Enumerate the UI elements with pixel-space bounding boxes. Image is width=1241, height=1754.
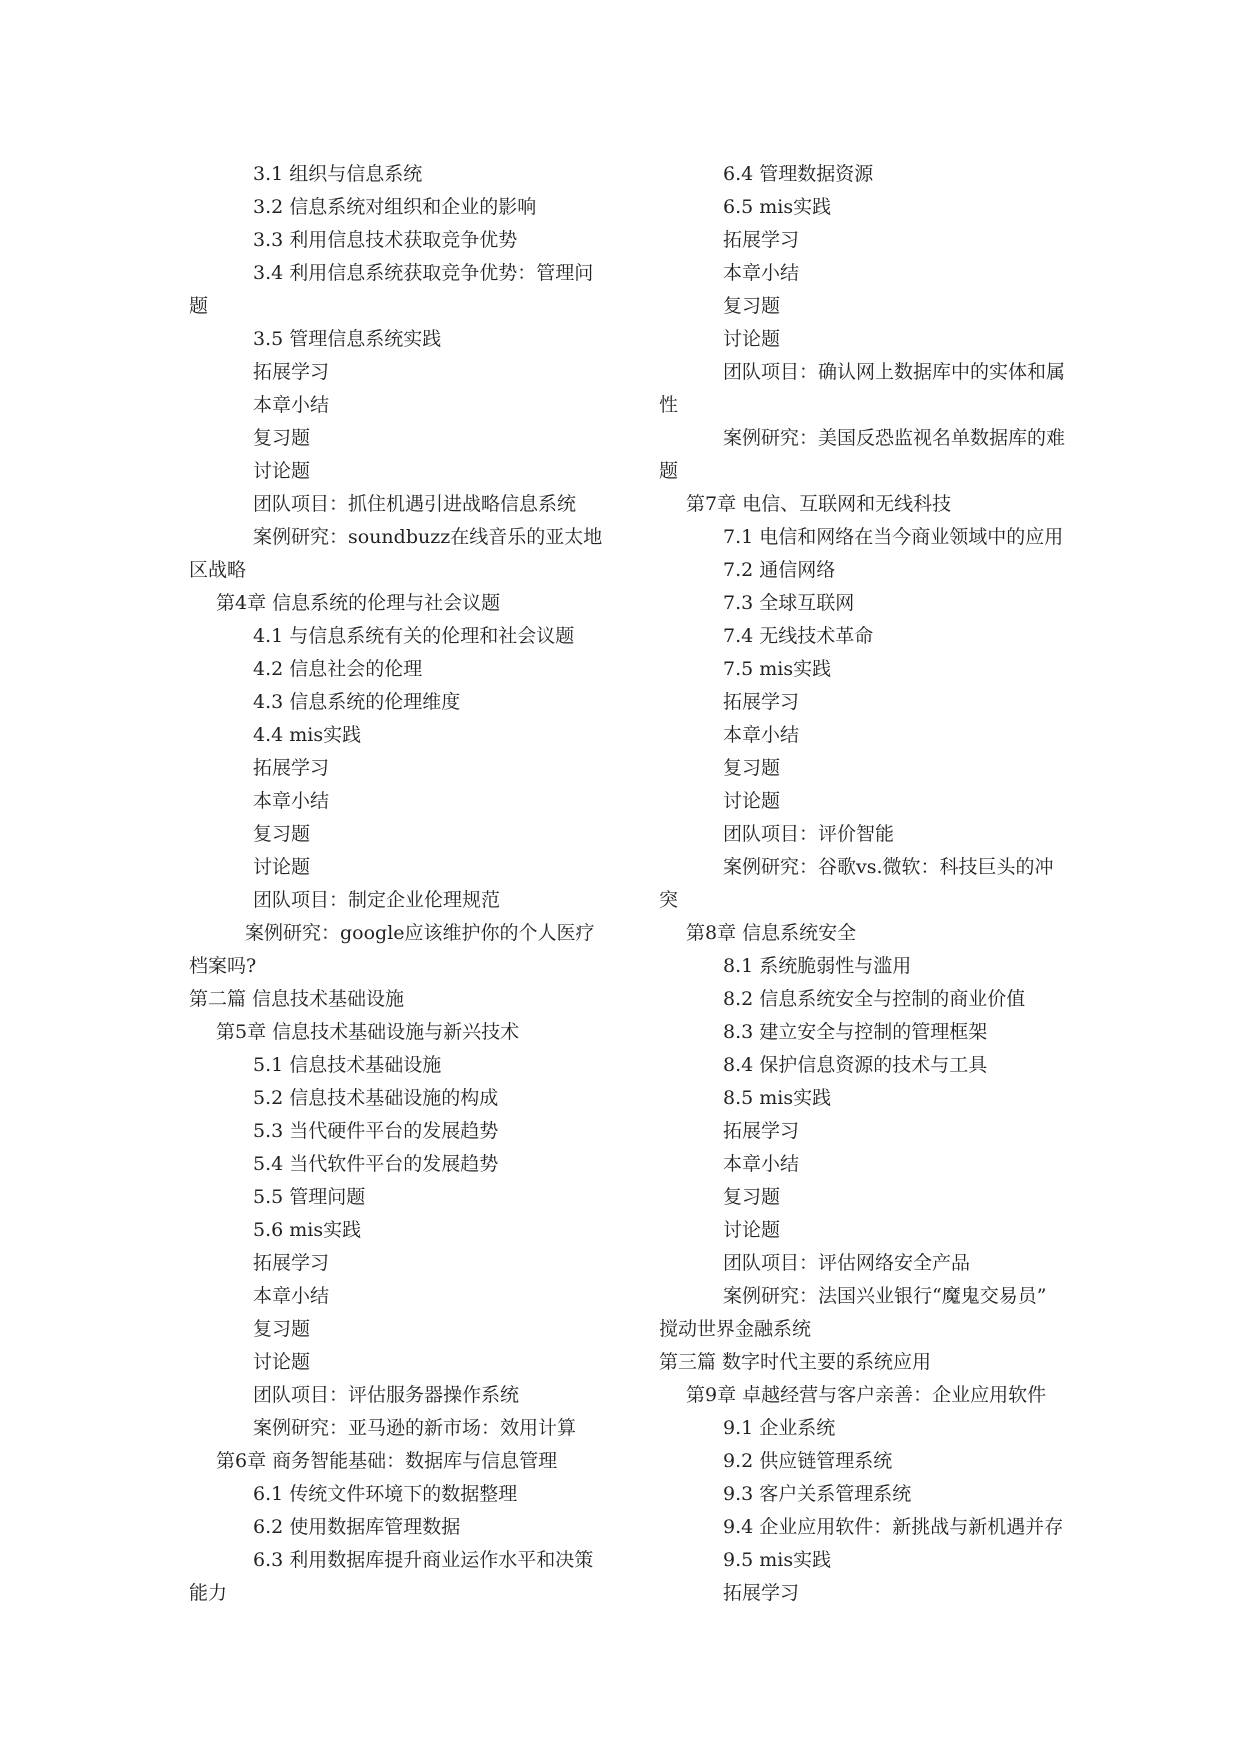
toc-entry: 讨论题 (253, 856, 311, 878)
toc-entry: 团队项目：制定企业伦理规范 (253, 889, 501, 911)
toc-entry: 4.4 mis实践 (253, 724, 362, 746)
toc-entry: 3.3 利用信息技术获取竞争优势 (253, 229, 518, 251)
toc-entry: 5.2 信息技术基础设施的构成 (253, 1087, 499, 1109)
toc-chapter-heading: 第4章 信息系统的伦理与社会议题 (216, 592, 501, 614)
toc-entry: 案例研究：谷歌vs.微软：科技巨头的冲 (723, 856, 1054, 878)
toc-entry: 讨论题 (253, 1351, 311, 1373)
toc-part-heading: 第三篇 数字时代主要的系统应用 (659, 1351, 932, 1373)
toc-entry: 5.5 管理问题 (253, 1186, 366, 1208)
toc-entry: 3.1 组织与信息系统 (253, 163, 423, 185)
toc-entry: 拓展学习 (723, 1120, 800, 1142)
toc-entry-continuation: 区战略 (189, 559, 247, 581)
toc-entry: 案例研究：美国反恐监视名单数据库的难 (723, 427, 1066, 449)
toc-entry: 团队项目：抓住机遇引进战略信息系统 (253, 493, 577, 515)
toc-entry: 复习题 (253, 427, 311, 449)
toc-entry: 复习题 (723, 1186, 781, 1208)
toc-chapter-heading: 第9章 卓越经营与客户亲善：企业应用软件 (686, 1384, 1047, 1406)
toc-entry: 本章小结 (253, 394, 330, 416)
toc-entry: 5.4 当代软件平台的发展趋势 (253, 1153, 499, 1175)
toc-entry: 讨论题 (723, 1219, 781, 1241)
toc-entry: 讨论题 (253, 460, 311, 482)
toc-entry-continuation: 档案吗? (189, 955, 257, 977)
toc-entry: 本章小结 (723, 1153, 800, 1175)
toc-entry: 复习题 (253, 1318, 311, 1340)
toc-entry: 6.3 利用数据库提升商业运作水平和决策 (253, 1549, 594, 1571)
toc-chapter-heading: 第8章 信息系统安全 (686, 922, 857, 944)
toc-chapter-heading: 第5章 信息技术基础设施与新兴技术 (216, 1021, 520, 1043)
toc-entry: 团队项目：评估网络安全产品 (723, 1252, 971, 1274)
toc-entry: 拓展学习 (253, 1252, 330, 1274)
toc-entry: 复习题 (723, 295, 781, 317)
toc-entry: 案例研究：google应该维护你的个人医疗 (245, 922, 595, 944)
toc-entry-continuation: 能力 (189, 1582, 228, 1604)
toc-entry: 本章小结 (253, 1285, 330, 1307)
toc-entry: 7.1 电信和网络在当今商业领域中的应用 (723, 526, 1064, 548)
toc-entry-continuation: 题 (189, 295, 209, 317)
toc-entry: 4.3 信息系统的伦理维度 (253, 691, 461, 713)
toc-entry: 团队项目：评估服务器操作系统 (253, 1384, 520, 1406)
toc-entry-continuation: 突 (659, 889, 679, 911)
toc-part-heading: 第二篇 信息技术基础设施 (189, 988, 405, 1010)
toc-entry-continuation: 搅动世界金融系统 (659, 1318, 812, 1340)
toc-entry: 案例研究：亚马逊的新市场：效用计算 (253, 1417, 577, 1439)
toc-left-column (189, 158, 619, 1610)
toc-entry: 本章小结 (253, 790, 330, 812)
toc-entry: 本章小结 (723, 262, 800, 284)
toc-chapter-heading: 第7章 电信、互联网和无线科技 (686, 493, 952, 515)
toc-entry: 9.4 企业应用软件：新挑战与新机遇并存 (723, 1516, 1064, 1538)
toc-entry: 6.2 使用数据库管理数据 (253, 1516, 461, 1538)
toc-entry: 拓展学习 (723, 1582, 800, 1604)
toc-entry: 讨论题 (723, 328, 781, 350)
toc-entry: 5.6 mis实践 (253, 1219, 362, 1241)
toc-entry: 拓展学习 (723, 229, 800, 251)
toc-entry: 6.1 传统文件环境下的数据整理 (253, 1483, 518, 1505)
toc-entry: 9.2 供应链管理系统 (723, 1450, 893, 1472)
toc-entry: 3.5 管理信息系统实践 (253, 328, 442, 350)
toc-entry: 案例研究：soundbuzz在线音乐的亚太地 (253, 526, 603, 548)
toc-entry: 8.1 系统脆弱性与滥用 (723, 955, 912, 977)
toc-entry: 9.5 mis实践 (723, 1549, 832, 1571)
toc-entry: 复习题 (723, 757, 781, 779)
toc-entry: 6.5 mis实践 (723, 196, 832, 218)
toc-entry: 7.3 全球互联网 (723, 592, 855, 614)
toc-entry: 4.2 信息社会的伦理 (253, 658, 423, 680)
toc-right-column (659, 158, 1089, 1610)
toc-entry: 7.2 通信网络 (723, 559, 836, 581)
toc-entry: 案例研究：法国兴业银行“魔鬼交易员” (723, 1285, 1047, 1307)
toc-chapter-heading: 第6章 商务智能基础：数据库与信息管理 (216, 1450, 558, 1472)
toc-entry: 5.3 当代硬件平台的发展趋势 (253, 1120, 499, 1142)
toc-entry: 复习题 (253, 823, 311, 845)
toc-entry: 团队项目：评价智能 (723, 823, 895, 845)
toc-entry: 6.4 管理数据资源 (723, 163, 874, 185)
toc-entry: 3.4 利用信息系统获取竞争优势：管理问 (253, 262, 594, 284)
toc-entry: 5.1 信息技术基础设施 (253, 1054, 442, 1076)
toc-entry: 3.2 信息系统对组织和企业的影响 (253, 196, 537, 218)
toc-entry: 8.5 mis实践 (723, 1087, 832, 1109)
toc-entry: 本章小结 (723, 724, 800, 746)
toc-entry-continuation: 题 (659, 460, 679, 482)
toc-entry: 拓展学习 (253, 361, 330, 383)
toc-entry: 7.5 mis实践 (723, 658, 832, 680)
toc-entry: 8.3 建立安全与控制的管理框架 (723, 1021, 988, 1043)
toc-entry: 7.4 无线技术革命 (723, 625, 874, 647)
toc-entry: 8.4 保护信息资源的技术与工具 (723, 1054, 988, 1076)
toc-entry: 8.2 信息系统安全与控制的商业价值 (723, 988, 1026, 1010)
toc-entry-continuation: 性 (659, 394, 679, 416)
toc-entry: 讨论题 (723, 790, 781, 812)
toc-entry: 拓展学习 (723, 691, 800, 713)
toc-entry: 4.1 与信息系统有关的伦理和社会议题 (253, 625, 575, 647)
toc-entry: 9.1 企业系统 (723, 1417, 836, 1439)
toc-entry: 9.3 客户关系管理系统 (723, 1483, 912, 1505)
toc-entry: 拓展学习 (253, 757, 330, 779)
toc-entry: 团队项目：确认网上数据库中的实体和属 (723, 361, 1066, 383)
